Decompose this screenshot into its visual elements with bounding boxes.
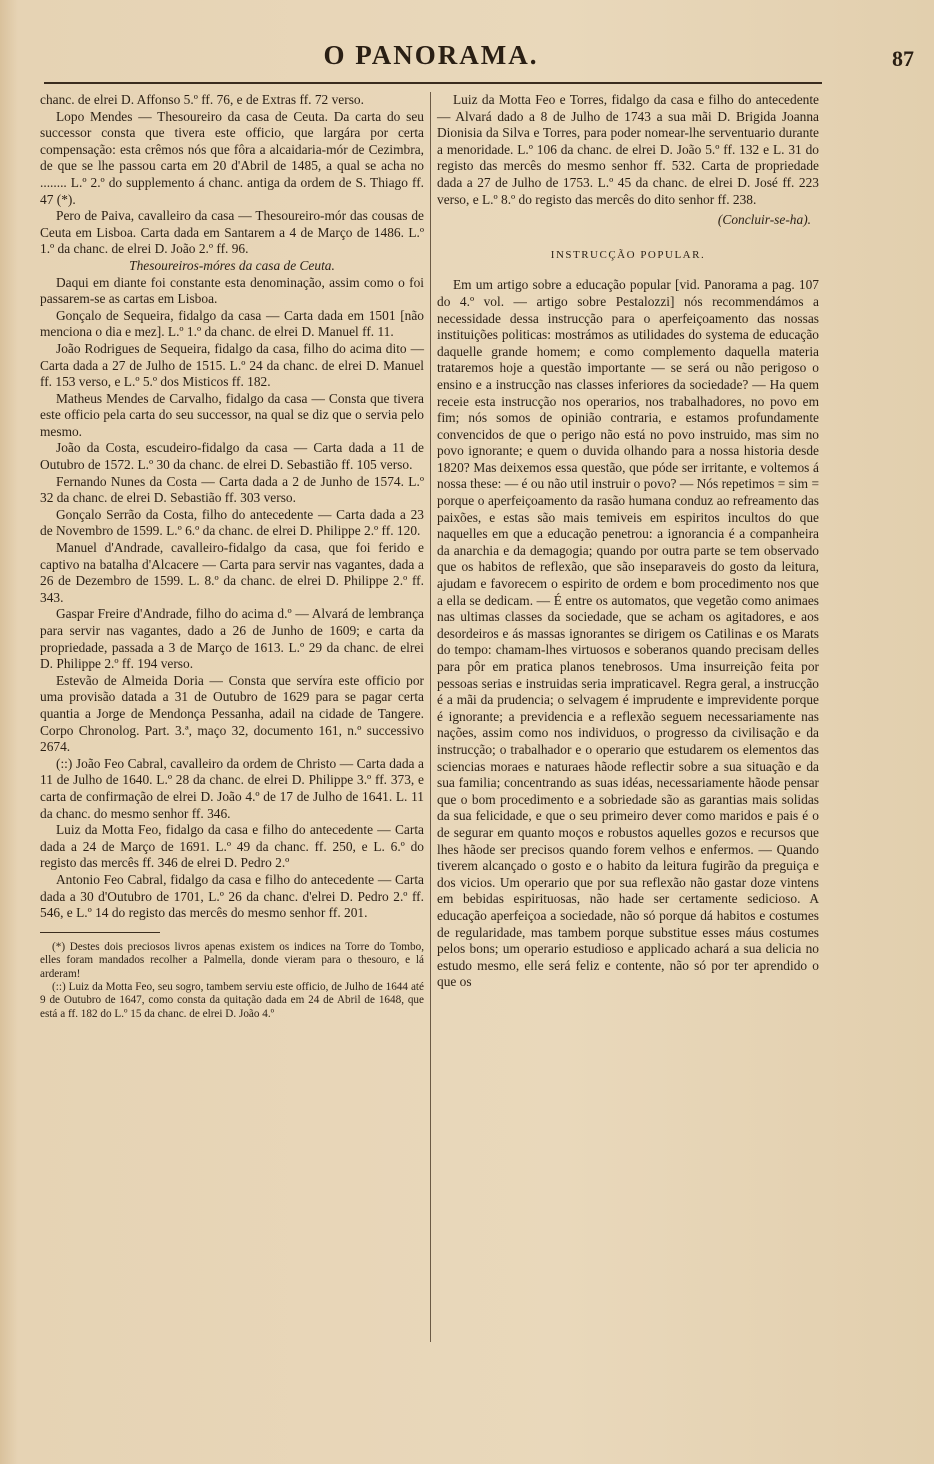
paragraph: Luiz da Motta Feo, fidalgo da casa e filho do antecedente — Carta dada a 24 de Março de 1691. L.º 49 da chanc. ff. 250, e L. 6.º do registo das mercês ff. 346 de elrei D. Pedro 2.º bbox=[40, 822, 424, 871]
paragraph: Em um artigo sobre a educação popular [vid. Panorama a pag. 107 do 4.º vol. — artigo sobre Pestalozzi] nós recommendámos a necessidade dessa instrucção para o aperfeiçoamento das nossas instituições politicas: mostrámos as utilidades do systema de educação daquelle grande homem; e como complemento daquella materia trataremos hoje a questão importante — se será ou não perigoso o ensino e a instrucção nas classes inferiores da sociedade? — Ha quem receie esta instrucção nos operarios, nos trabalhadores, no povo em fim; nós somos de opinião contraria, e estamos profundamente convencidos de que o perigo não está no povo instruido, mas sim no povo ignorante; e quem o duvida olhando para a nossa historia desde 1820? Mas deixemos essa questão, que póde ser irritante, e voltemos á nossa these: — é ou não util instruir o povo? — Nós repetimos = sim = porque o aperfeiçoamento da rasão humana conduz ao refreamento das paixões, e estas são mais temiveis em espiritos incultos do que naquelles em que a educação penetrou: a ignorancia é a companheira da anarchia e da demagogia; quando por outra parte se tem observado que os habitos de reflexão, que são inseparaveis do gosto da leitura, ajudam e favorecem o espirito de ordem e bom procedimento nos que a ella se dedicam. — É entre os automatos, que vegetão como animaes nas ultimas classes da sociedade, que se acham os agitadores, e aos desordeiros e ás massas ignorantes se dirigem os Catilinas e os Marats do tempo: chamam-lhes virtuosos e soberanos quando precisam delles para pôr em pratica planos tenebrosos. Uma insurreição feita por pessoas serias e instruidas seria impraticavel. Regra geral, a instrucção é a mãi da prudencia; o selvagem é imprudente e imprevidente porque é ignorante; a previdencia e a reflexão seguem necessariamente nas nações, assim como nos individuos, o progresso da civilisação e da instrucção; o trabalhador e o operario que estudarem os elementos das sciencias moraes e naturaes hãode reflectir sobre a sua situação e da sua familia; concentrando as suas idéas, necessariamente hãode pensar que o bom procedimento e a sobriedade são as garantias mais solidas da sua felicidade, e que o seu primeiro dever como maridos e pais é o de segurar em quanto moços e robustos aquelles gozos e recursos que lhes hãode ser precisos quando forem velhos e enfermos. — Quando tiverem alcançado o gosto e o habito da leitura fugirão da preguiça e dos vicios. Um operario que por sua reflexão não gastar doze vintens em bebidas espirituosas, não hade ser certamente sedicioso. A educação aperfeiçoa a sociedade, não só porque dá habitos e costumes de regularidade, mas tambem porque substitue esses máus costumes pelos bons; um operario estudioso e applicado achará a sua delicia no estudo mesmo, elle será feliz e contente, não só por ter aprendido o que os bbox=[437, 277, 819, 990]
right-column bbox=[437, 92, 819, 991]
paragraph: Pero de Paiva, cavalleiro da casa — Thesoureiro-mór das cousas de Ceuta em Lisboa. Carta dada em Santarem a 4 de Março de 1486. L.º 1.º da chanc. de elrei D. João 2.º ff. 96. bbox=[40, 208, 424, 257]
paragraph: Daqui em diante foi constante esta denominação, assim como o foi passarem-se as cartas em Lisboa. bbox=[40, 274, 424, 307]
continuation-note: (Concluir-se-ha). bbox=[717, 212, 811, 228]
paragraph: Matheus Mendes de Carvalho, fidalgo da casa — Consta que tivera este officio pela carta do seu successor, na qual se diz que o servia pelo mesmo. bbox=[40, 390, 424, 439]
paragraph: Fernando Nunes da Costa — Carta dada a 2 de Junho de 1574. L.º 32 da chanc. de elrei D. Sebastião ff. 303 verso. bbox=[40, 473, 424, 506]
page-header bbox=[40, 40, 914, 84]
paragraph: Lopo Mendes — Thesoureiro da casa de Ceuta. Da carta do seu successor consta que tivera este officio, que largára por certa compensação: esta crêmos nós que fôra a alcaidaria-mór de Cezimbra, de que se lhe passou carta em 20 d'Abril de 1485, a qual se acha no ........ L.º 2.º do supplemento á chanc. antiga da ordem de S. Thiago ff. 47 (*). bbox=[40, 108, 424, 207]
paragraph: Manuel d'Andrade, cavalleiro-fidalgo da casa, que foi ferido e captivo na batalha d'Alcacere — Carta para servir nas vagantes, dada a 26 de Dezembro de 1599. L. 8.º da chanc. de elrei D. Philippe 2.º ff. 343. bbox=[40, 540, 424, 605]
paragraph: Estevão de Almeida Doria — Consta que servíra este officio por uma provisão datada a 31 de Outubro de 1629 para se pagar certa quantia a Jorge de Mendonça Pessanha, adail na cidade de Tangere. Corpo Chronolog. Part. 3.ª, maço 32, documento 161, n.º successivo 2674. bbox=[40, 672, 424, 755]
paragraph: chanc. de elrei D. Affonso 5.º ff. 76, e de Extras ff. 72 verso. bbox=[40, 92, 364, 107]
paragraph: Luiz da Motta Feo e Torres, fidalgo da casa e filho do antecedente — Alvará dado a 8 de Julho de 1743 a sua mãi D. Brigida Joanna Dionisia da Silva e Torres, para poder nomear-lhe serventuario durante a menoridade. L.º 106 da chanc. de elrei D. João 5.º ff. 132 e L. 31 do registo das mercês do mesmo senhor ff. 532. Carta de propriedade dada a 27 de Julho de 1753. L.º 45 da chanc. de elrei D. José ff. 223 verso, e L.º 8.º do registo das mercês do dito senhor ff. 238. bbox=[437, 92, 819, 207]
footnote-rule bbox=[40, 932, 160, 933]
footnote: (::) Luiz da Motta Feo, seu sogro, tambem serviu este officio, de Julho de 1644 até 9 de Outubro de 1647, como consta da quitação dada em 24 de Abril de 1648, que está a ff. 182 do L.º 15 da chanc. de elrei D. João 4.º bbox=[40, 980, 424, 1020]
header-rule bbox=[44, 82, 822, 84]
article-title: INSTRUCÇÃO POPULAR. bbox=[550, 248, 706, 261]
paragraph: (::) João Feo Cabral, cavalleiro da ordem de Christo — Carta dada a 11 de Julho de 1640. L.º 28 da chanc. de elrei D. Philippe 3.º ff. 373, e carta de confirmação de elrei D. João 4.º de 17 de Julho de 1641. L. 11 da chanc. do mesmo senhor ff. 346. bbox=[40, 755, 424, 821]
paragraph: João da Costa, escudeiro-fidalgo da casa — Carta dada a 11 de Outubro de 1572. L.º 30 da chanc. de elrei D. Sebastião ff. 105 verso. bbox=[40, 440, 424, 473]
left-column bbox=[40, 92, 424, 1021]
section-subheading: Thesoureiros-móres da casa de Ceuta. bbox=[129, 257, 335, 273]
footnotes bbox=[40, 941, 424, 1021]
paragraph: Antonio Feo Cabral, fidalgo da casa e filho do antecedente — Carta dada a 30 d'Outubro de 1701, L.º 26 da chanc. d'elrei D. Pedro 2.º ff. 546, e L.º 14 do registo das mercês do mesmo senhor ff. 201. bbox=[40, 871, 424, 921]
paragraph: Gonçalo Serrão da Costa, filho do antecedente — Carta dada a 23 de Novembro de 1599. L.º 6.º da chanc. de elrei D. Philippe 2.º ff. 120. bbox=[40, 506, 424, 539]
column-divider bbox=[430, 92, 431, 1342]
paragraph: Gonçalo de Sequeira, fidalgo da casa — Carta dada em 1501 [não menciona o dia e mez]. L.º 1.º da chanc. de elrei D. Manuel ff. 11. bbox=[40, 307, 424, 340]
footnote: (*) Destes dois preciosos livros apenas existem os indices na Torre do Tombo, elles foram mandados recolher a Palmella, donde vieram para o thesouro, e lá arderam! bbox=[40, 940, 424, 980]
paragraph: João Rodrigues de Sequeira, fidalgo da casa, filho do acima dito — Carta dada a 27 de Julho de 1515. L.º 24 da chanc. de elrei D. Manuel ff. 153 verso, e L.º 5.º dos Misticos ff. 182. bbox=[40, 340, 424, 390]
page-number: 87 bbox=[892, 46, 914, 71]
page-title: O PANORAMA. bbox=[323, 40, 539, 70]
paragraph: Gaspar Freire d'Andrade, filho do acima d.º — Alvará de lembrança para servir nas vagantes, dado a 26 de Junho de 1609; e carta da propriedade, passada a 3 de Março de 1613. L.º 29 da chanc. de elrei D. Philippe 2.º ff. 194 verso. bbox=[40, 606, 424, 672]
